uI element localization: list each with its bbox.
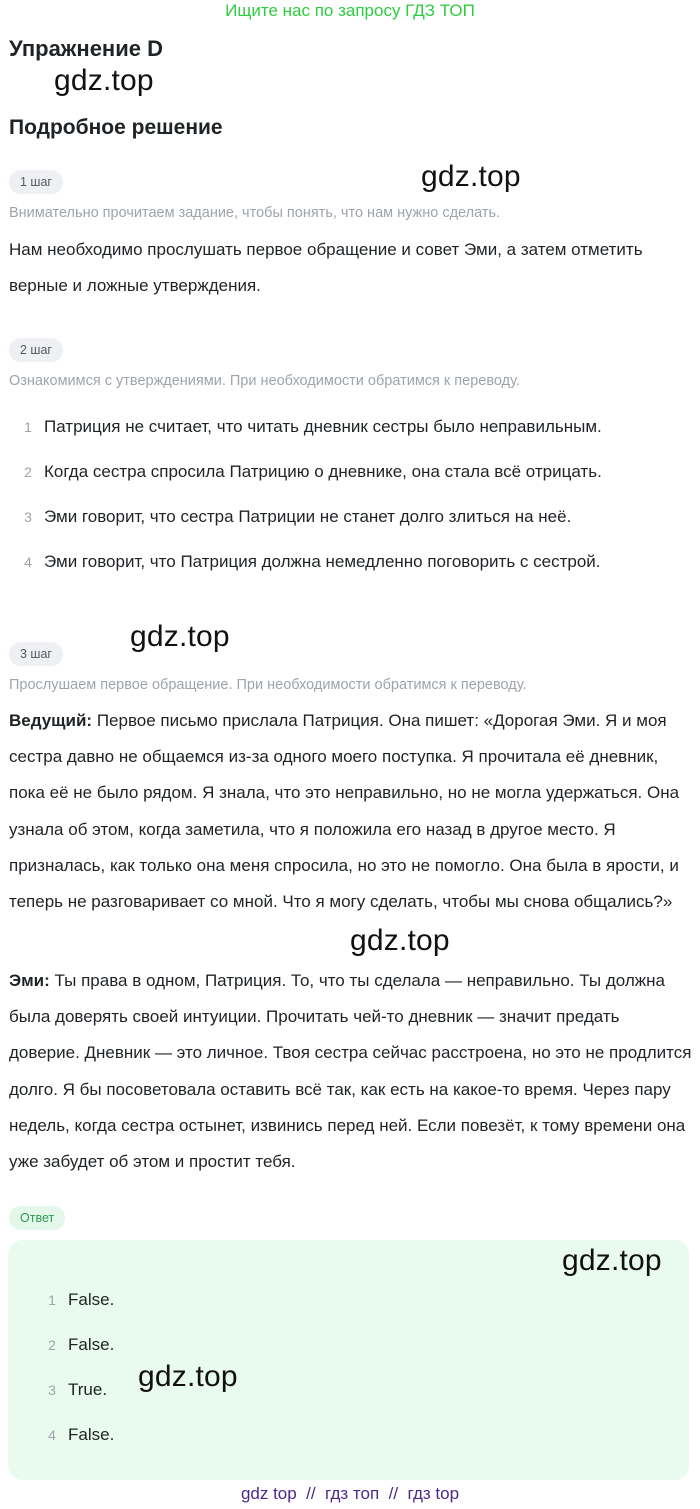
statement-number: 4 [24,554,32,570]
watermark: gdz.top [350,924,450,957]
watermark: gdz.top [54,64,154,97]
answer-item [0,1290,300,1314]
statement-number: 2 [24,464,32,480]
answer-item [0,1335,300,1359]
statement-text: Эми говорит, что Патриция должна немедленно поговорить с сестрой. [44,552,601,571]
statement-text: Когда сестра спросила Патрицию о дневнике, она стала всё отрицать. [44,462,602,481]
statement-text: Патриция не считает, что читать дневник сестры было неправильным. [44,417,602,436]
statement-text: Эми говорит, что сестра Патриции не станет долго злиться на неё. [44,507,572,526]
step-badge-3: 3 шаг [9,642,63,666]
host-paragraph [9,703,693,920]
answer-number: 3 [48,1382,56,1398]
step-hint-1: Внимательно прочитаем задание, чтобы понять, что нам нужно сделать. [9,205,501,221]
watermark: gdz.top [130,620,230,653]
solution-title: Подробное решение [9,116,223,139]
step-text-1: Нам необходимо прослушать первое обращение и совет Эми, а затем отметить верные и ложные утверждения. [9,240,643,296]
answer-text: True. [68,1380,108,1399]
answer-badge: Ответ [9,1206,65,1230]
answer-text: False. [68,1335,115,1354]
statement-item [0,462,690,486]
statement-item [0,417,690,441]
statement-item [0,552,690,576]
emi-label: Эми: [9,971,50,990]
step-badge-1: 1 шаг [9,170,63,194]
host-label: Ведущий: [9,711,93,730]
host-text: Первое письмо прислала Патриция. Она пишет: «Дорогая Эми. Я и моя сестра давно не общаемся из-за одного моего поступка. Я прочитала её дневник, пока её не было рядом. Я знала, что это неправильно, но не могла удержаться. Она узнала об этом, когда заметила, что я положила его назад в другое место. Я призналась, как только она меня спросила, но это не помогло. Она была в ярости, и теперь не разговаривает со мной. Что я могу сделать, чтобы мы снова общались?» [9,711,680,912]
watermark: gdz.top [421,160,521,193]
statement-item [0,507,690,531]
search-banner: Ищите нас по запросу ГДЗ ТОП [225,1,475,20]
statement-number: 1 [24,419,32,435]
footer-links[interactable]: gdz top // гдз топ // гдз top [240,1484,460,1503]
answer-item [0,1425,300,1449]
answer-number: 2 [48,1337,56,1353]
answer-text: False. [68,1290,115,1309]
watermark: gdz.top [138,1360,238,1393]
watermark: gdz.top [562,1244,662,1277]
exercise-title: Упражнение D [9,36,163,61]
step-badge-2: 2 шаг [9,338,63,362]
step-hint-3: Прослушаем первое обращение. При необходимости обратимся к переводу. [9,677,527,693]
answer-text: False. [68,1425,115,1444]
emi-paragraph [9,963,693,1180]
answer-number: 4 [48,1427,56,1443]
step-hint-2: Ознакомимся с утверждениями. При необходимости обратимся к переводу. [9,373,520,389]
emi-text: Ты права в одном, Патриция. То, что ты сделала — неправильно. Ты должна была доверять своей интуиции. Прочитать чей-то дневник — значит предать доверие. Дневник — это личное. Твоя сестра сейчас расстроена, но это не продлится долго. Я бы посоветовала оставить всё так, как есть на какое-то время. Через пару недель, когда сестра остынет, извинись перед ней. Если повезёт, к тому времени она уже забудет об этом и простит тебя. [9,971,692,1172]
statement-number: 3 [24,509,32,525]
answer-number: 1 [48,1292,56,1308]
